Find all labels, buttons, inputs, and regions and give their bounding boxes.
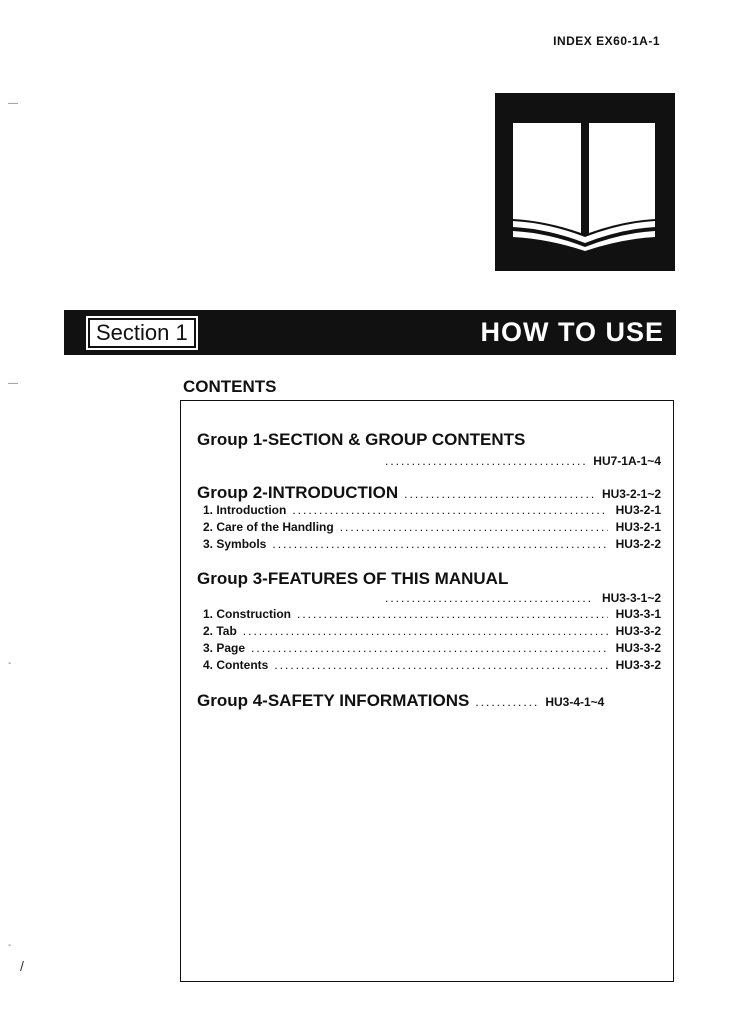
index-reference: INDEX EX60-1A-1 [553, 34, 660, 48]
toc-row[interactable] [203, 607, 661, 623]
leader-dots [272, 537, 607, 551]
group-title: Group 4-SAFETY INFORMATIONS [197, 691, 470, 710]
margin-mark: / [20, 958, 24, 974]
margin-mark: — [8, 378, 18, 389]
margin-mark: — [8, 98, 18, 109]
leader-dots [297, 607, 608, 621]
toc-row[interactable] [203, 537, 661, 553]
page-ref: HU3-3-1~2 [601, 591, 661, 605]
leader-dots [404, 487, 594, 501]
leader-dots [251, 641, 608, 655]
item-label: 1. Construction [203, 607, 292, 621]
toc-row[interactable] [385, 591, 661, 607]
item-label: 3. Symbols [203, 537, 267, 551]
group-title: Group 3-FEATURES OF THIS MANUAL [197, 569, 509, 588]
item-label: 2. Care of the Handling [203, 520, 334, 534]
item-label: 1. Introduction [203, 503, 287, 517]
page-ref: HU3-2-1 [615, 520, 661, 534]
page-ref: HU3-3-2 [615, 658, 661, 672]
toc-row[interactable] [203, 624, 661, 640]
leader-dots [243, 624, 608, 638]
contents-heading: CONTENTS [183, 377, 277, 396]
section-title: HOW TO USE [480, 317, 664, 347]
page-ref: HU7-1A-1~4 [593, 454, 661, 468]
contents-table [180, 400, 674, 982]
page-ref: HU3-3-2 [615, 641, 661, 655]
section-banner [64, 310, 676, 355]
margin-mark: - [8, 658, 12, 669]
group-title: Group 2-INTRODUCTION [197, 483, 399, 502]
toc-row[interactable] [203, 520, 661, 536]
item-label: 3. Page [203, 641, 246, 655]
leader-dots [292, 503, 607, 517]
page-ref: HU3-3-2 [615, 624, 661, 638]
open-book-icon [495, 93, 675, 271]
toc-row[interactable] [197, 483, 661, 505]
toc-row[interactable] [203, 641, 661, 657]
page-ref: HU3-2-1~2 [601, 487, 661, 501]
leader-dots [385, 454, 585, 468]
section-number: Section 1 [88, 318, 196, 348]
item-label: 2. Tab [203, 624, 237, 638]
group-title: Group 1-SECTION & GROUP CONTENTS [197, 430, 526, 449]
page-ref: HU3-2-2 [615, 537, 661, 551]
leader-dots [274, 658, 607, 672]
toc-row[interactable] [385, 454, 661, 470]
leader-dots [475, 695, 537, 709]
page-ref: HU3-3-1 [615, 607, 661, 621]
toc-row[interactable] [203, 503, 661, 519]
page-ref: HU3-2-1 [615, 503, 661, 517]
item-label: 4. Contents [203, 658, 269, 672]
leader-dots [340, 520, 608, 534]
margin-mark: - [8, 940, 12, 951]
leader-dots [385, 591, 594, 605]
page-ref: HU3-4-1~4 [545, 695, 605, 709]
toc-row[interactable] [197, 691, 661, 713]
toc-row[interactable] [203, 658, 661, 674]
